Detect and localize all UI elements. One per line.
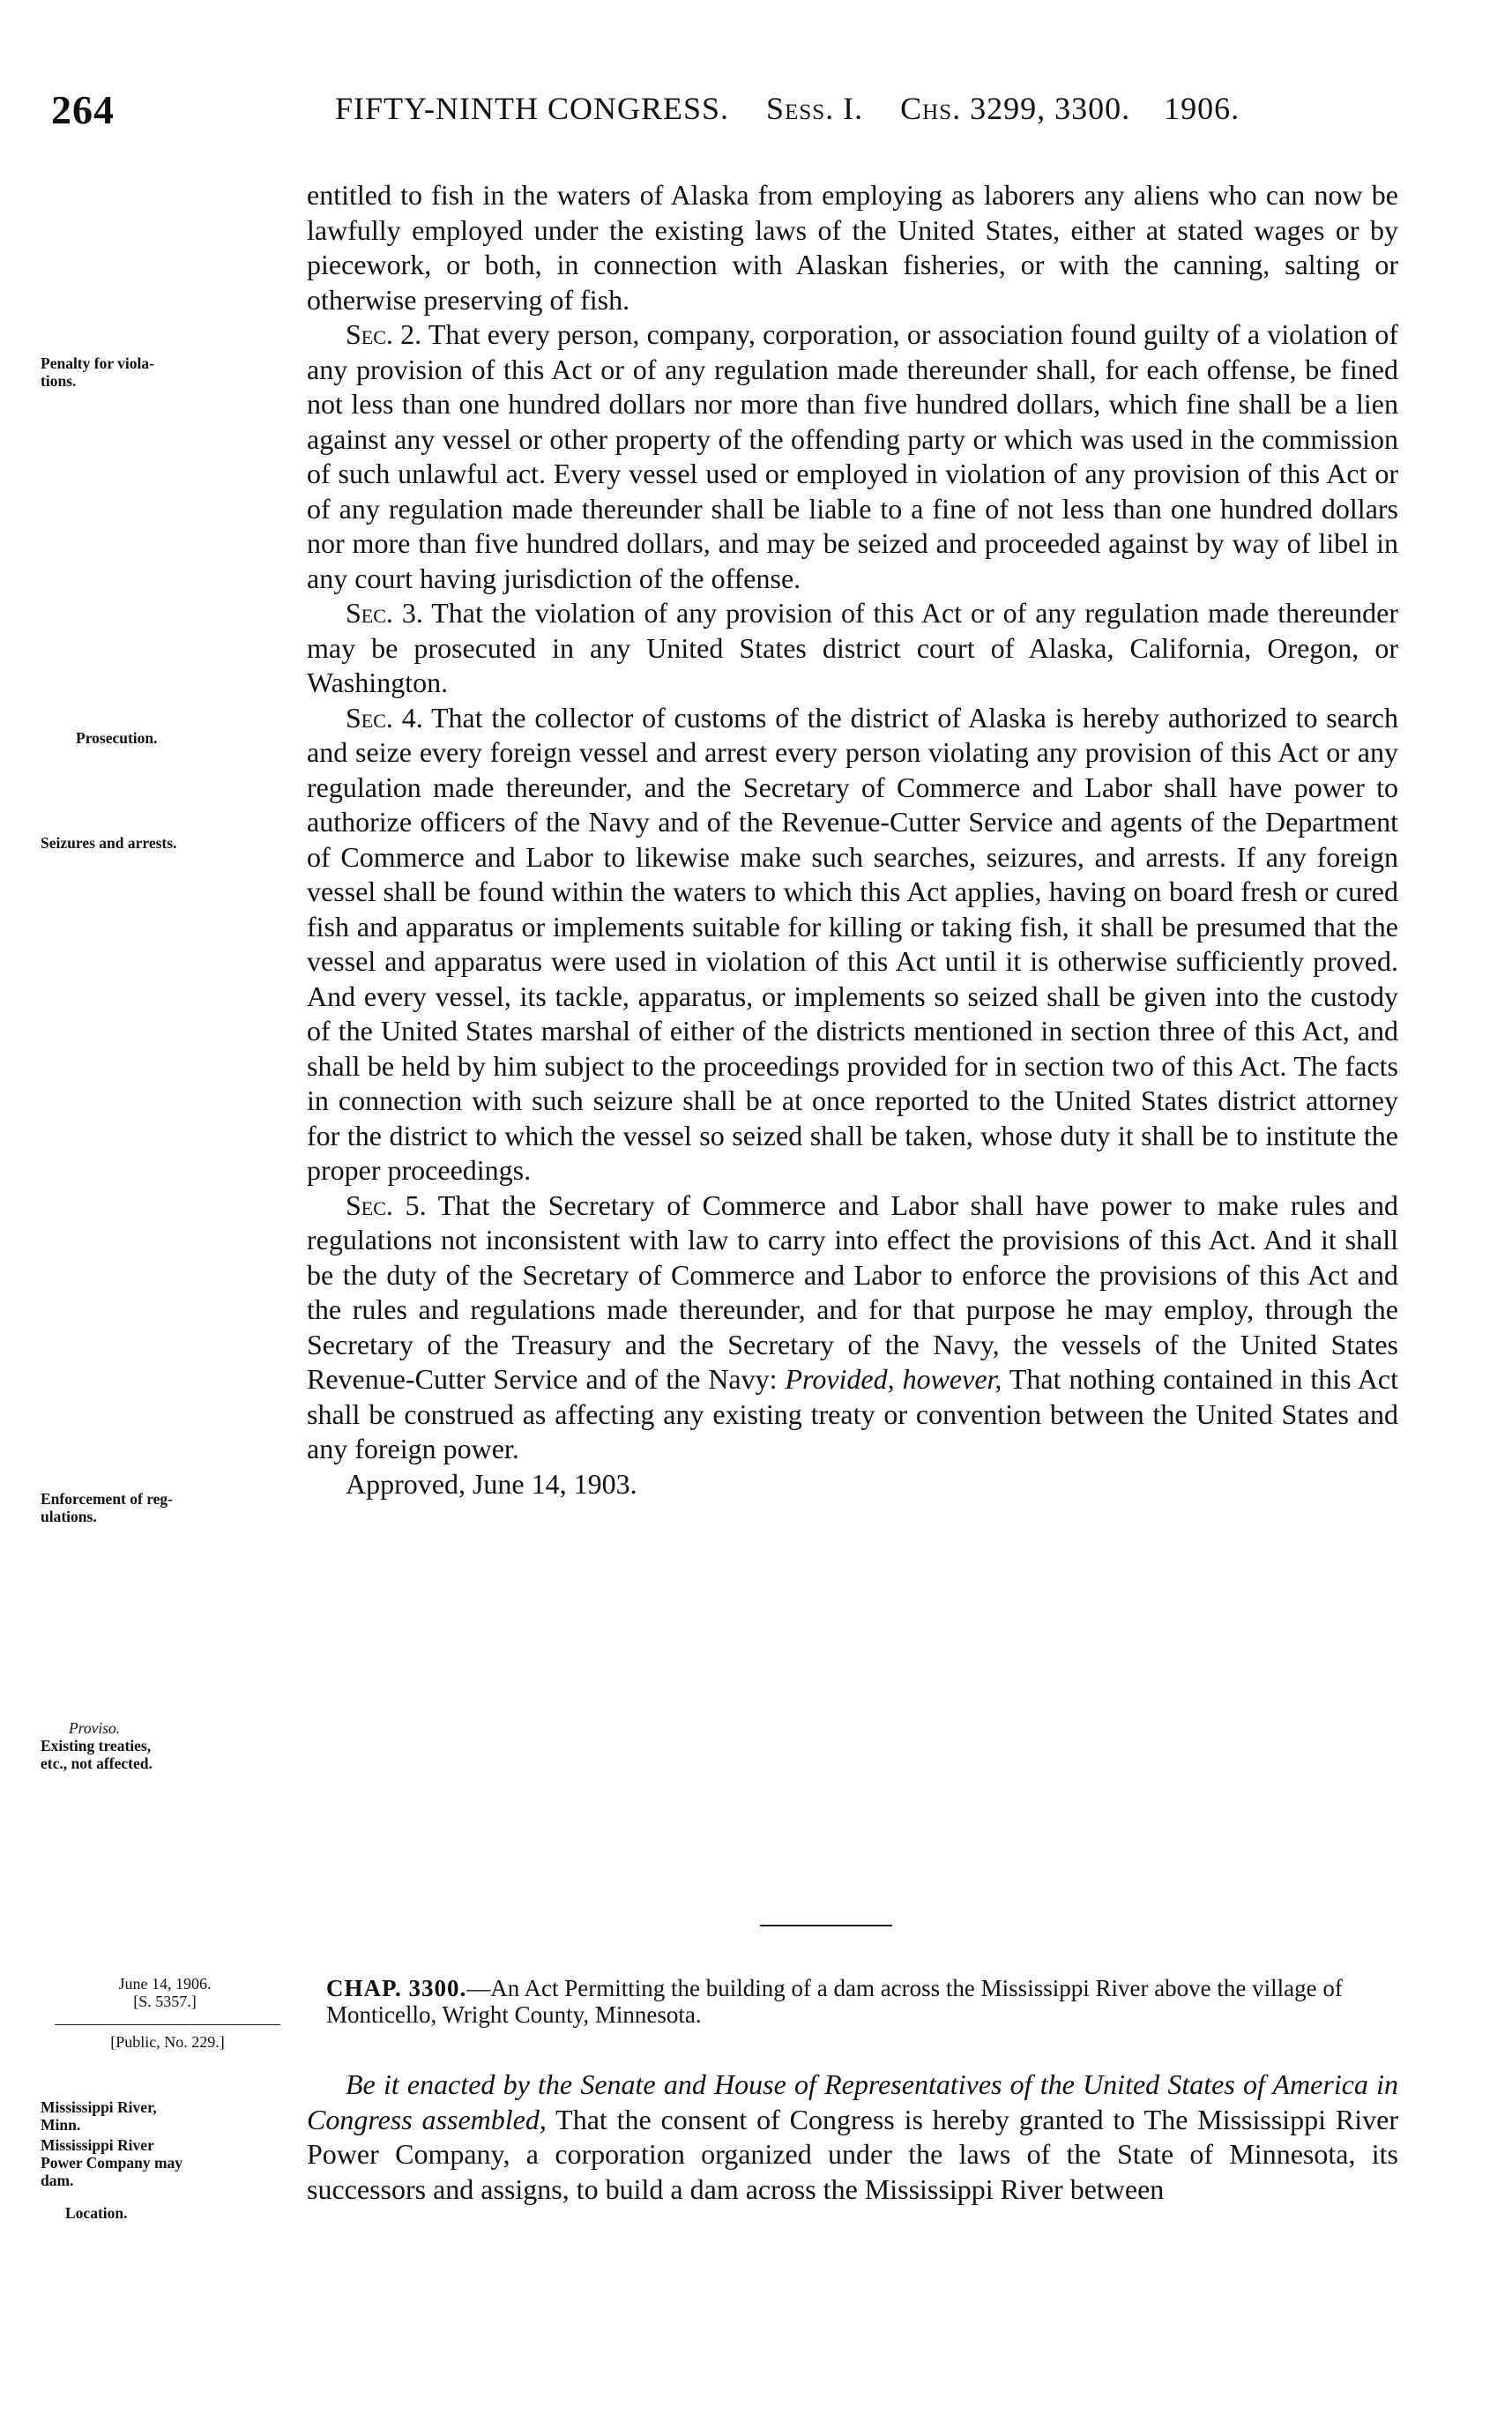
margin-note-river-line2: Minn. xyxy=(41,2116,81,2134)
margin-note-proviso: Proviso. xyxy=(69,1719,121,1737)
chapter-bill-number: [S. 5357.] xyxy=(133,1993,197,2010)
header-congress: FIFTY-NINTH CONGRESS. xyxy=(335,91,730,126)
opening-paragraph: entitled to fish in the waters of Alaska from employing as laborers any aliens who can now be lawfully employed under the existing laws of the United States, either at stated wages or by piecework, or both, in connection with Alaskan fisheries, or with the canning, salting or otherwise preserving of fish. xyxy=(307,179,1398,316)
chapter-date: June 14, 1906. xyxy=(118,1975,212,1993)
approval-line: Approved, June 14, 1903. xyxy=(346,1467,637,1500)
enacting-paragraph xyxy=(307,2068,1398,2207)
margin-note-location: Location. xyxy=(65,2204,128,2222)
chapter-date-block xyxy=(46,1975,284,2010)
section-3-label: Sec. 3. xyxy=(346,597,423,629)
margin-note-enforcement-line2: ulations. xyxy=(41,1508,97,1525)
margin-note-river-line1: Mississippi River, xyxy=(41,2098,157,2116)
margin-note-company-line2: Power Company may xyxy=(41,2154,183,2172)
page-number: 264 xyxy=(51,87,115,132)
margin-note-existing-line1: Existing treaties, xyxy=(41,1737,152,1755)
side-divider xyxy=(55,2024,280,2025)
margin-note-enforcement xyxy=(41,1490,173,1525)
running-header xyxy=(335,90,1240,127)
section-5-label: Sec. 5. xyxy=(346,1188,427,1221)
section-5-text-a: That the Secretary of Commerce and Labor shall have power to make rules and regulations not inconsistent with law to carry into effect the provisions of this Act. And it shall be the duty of the Secretary of Commerce and Labor to enforce the provisions of this Act and the rules and regulations made thereunder, and for that purpose he may employ, through the Secretary of the Treasury and the Secretary of the Navy, the vessels of the United States Revenue-Cutter Service and of the Navy: xyxy=(307,1188,1399,1395)
section-3 xyxy=(307,596,1398,701)
margin-note-existing-line2: etc., not affected. xyxy=(41,1755,153,1772)
margin-note-company-line1: Mississippi River xyxy=(41,2136,154,2154)
section-2-text: That every person, company, corporation, or association found guilty of a violation of any provision of this Act or of any regulation made thereunder shall, for each offense, be fined not less than one hundred dollars nor more than five hundred dollars, which fine shall be a lien against any vessel or other property of the offending party or which was used in the commission of such unlawful act. Every vessel used or employed in violation of any provision of this Act or of any regulation made thereunder shall be liable to a fine of not less than one hundred dollars nor more than five hundred dollars, and may be seized and proceeded against by way of libel in any court having jurisdiction of the offense. xyxy=(307,318,1399,594)
public-law-number: [Public, No. 229.] xyxy=(110,2033,225,2051)
section-4-text: That the collector of customs of the district of Alaska is hereby authorized to search and seize every foreign vessel and arrest every person violating any provision of this Act or any regulation made thereunder, and the Secretary of Commerce and Labor shall have power to authorize officers of the Navy and of the Revenue-Cutter Service and agents of the Department of Commerce and Labor to likewise make such searches, seizures, and arrests. If any foreign vessel shall be found within the waters to which this Act applies, having on board fresh or cured fish and apparatus or implements suitable for killing or taking fish, it shall be presumed that the vessel and apparatus were used in violation of this Act until it is otherwise sufficiently proved. And every vessel, its tackle, apparatus, or implements so seized shall be given into the custody of the United States marshal of either of the districts mentioned in section three of this Act, and shall be held by him subject to the proceedings provided for in section two of this Act. The facts in connection with such seizure shall be at once reported to the United States district attorney for the district to which the vessel so seized shall be taken, whose duty it shall be to institute the proper proceedings. xyxy=(307,701,1398,1186)
margin-note-penalty-line1: Penalty for viola- xyxy=(41,354,154,372)
margin-note-prosecution: Prosecution. xyxy=(76,729,158,747)
proviso-phrase: Provided, however, xyxy=(785,1363,1002,1395)
section-4 xyxy=(307,701,1398,1188)
header-session: Sess. I. xyxy=(766,91,864,126)
chapter-separator xyxy=(760,1925,892,1926)
margin-note-enforcement-line1: Enforcement of reg- xyxy=(41,1490,173,1508)
section-3-text: That the violation of any provision of this Act or of any regulation made thereunder may be prosecuted in any United States district court of Alaska, California, Oregon, or Washington. xyxy=(307,597,1399,698)
main-text xyxy=(307,178,1398,1501)
margin-note-penalty xyxy=(41,354,154,390)
section-2-label: Sec. 2. xyxy=(346,318,422,350)
section-4-label: Sec. 4. xyxy=(346,701,423,734)
section-5 xyxy=(307,1188,1398,1467)
margin-note-company xyxy=(41,2136,182,2189)
chapter-heading xyxy=(326,1975,1398,2028)
margin-note-river xyxy=(41,2098,157,2134)
section-2 xyxy=(307,317,1398,596)
enacting-text: That the consent of Congress is hereby granted to The Mississippi River Power Company, a corporation organized under the laws of the State of Minnesota, its successors and assigns, to build a dam across the Mississippi River between xyxy=(307,2103,1399,2205)
margin-note-seizures: Seizures and arrests. xyxy=(41,834,177,852)
header-chapters: Chs. 3299, 3300. xyxy=(900,91,1131,126)
chapter-label: CHAP. 3300. xyxy=(326,1975,467,2001)
section-5-text-b: That nothing contained in this Act shall be construed as affecting any existing treaty or convention between the United States and any foreign power. xyxy=(307,1363,1399,1464)
margin-note-company-line3: dam. xyxy=(41,2172,74,2189)
chapter-title: —An Act Permitting the building of a dam across the Mississippi River above the village of Monticello, Wright County, Minnesota. xyxy=(326,1975,1343,2028)
margin-note-penalty-line2: tions. xyxy=(41,372,77,390)
margin-note-existing xyxy=(41,1737,153,1772)
header-year: 1906. xyxy=(1164,91,1240,126)
enacting-clause: Be it enacted by the Senate and House of Representatives of the United States of America in Congress assembled, xyxy=(307,2068,1398,2135)
